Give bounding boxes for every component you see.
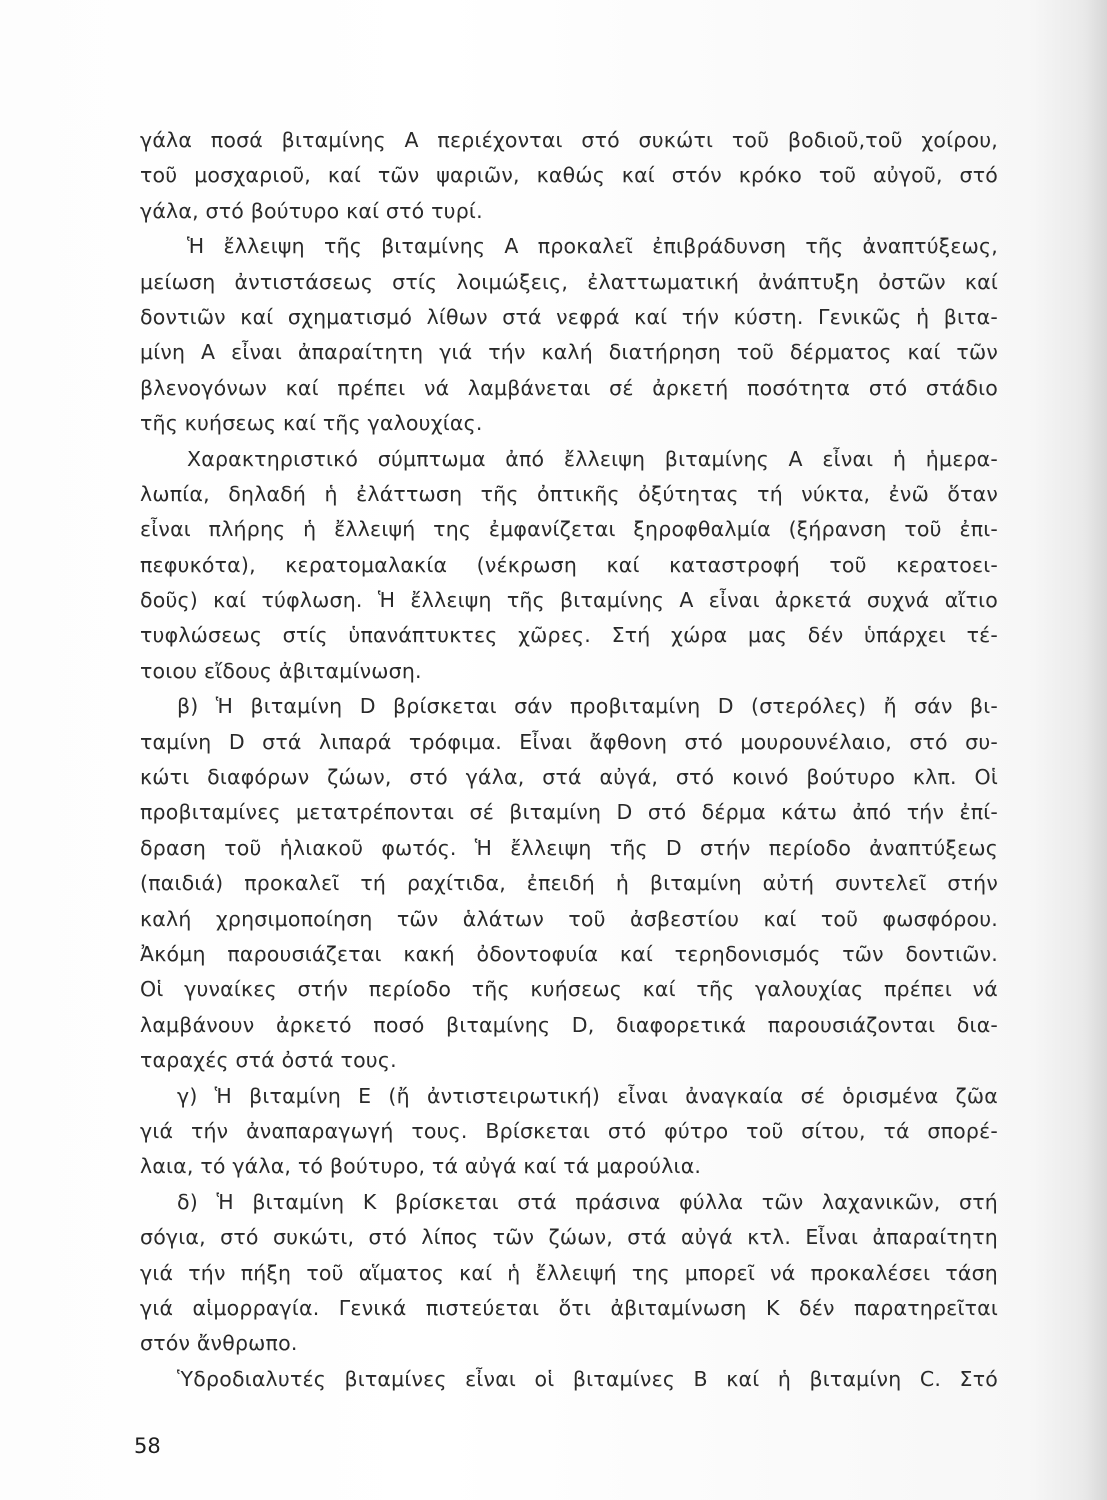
text-line-22: (παιδιά) προκαλεῖ τή ραχίτιδα, ἐπειδή ἡ βιταμίνη αὐτή συντελεῖ στήν (140, 871, 998, 896)
text-line-35: στόν ἄνθρωπο. (140, 1331, 298, 1356)
page-number: 58 (134, 1434, 161, 1458)
text-line-4: Ἡ ἔλλειψη τῆς βιταμίνης Α προκαλεῖ ἐπιβράδυνση τῆς ἀναπτύξεως, (187, 234, 998, 259)
page-edge-shadow (1085, 0, 1107, 1500)
text-line-5: μείωση ἀντιστάσεως στίς λοιμώξεις, ἐλαττωματική ἀνάπτυξη ὀστῶν καί (140, 269, 998, 294)
text-line-27: ταραχές στά ὀστά τους. (140, 1048, 397, 1073)
text-line-21: δραση τοῦ ἡλιακοῦ φωτός. Ἡ ἔλλειψη τῆς D στήν περίοδο ἀναπτύξεως (140, 835, 998, 860)
text-line-12: εἶναι πλήρης ἡ ἔλλειψή της ἐμφανίζεται ξηροφθαλμία (ξήρανση τοῦ ἐπι- (140, 517, 998, 542)
text-line-25: Οἱ γυναίκες στήν περίοδο τῆς κυήσεως καί τῆς γαλουχίας πρέπει νά (140, 977, 998, 1002)
text-line-34: γιά αἱμορραγία. Γενικά πιστεύεται ὅτι ἀβιταμίνωση Κ δέν παρατηρεῖται (140, 1295, 998, 1320)
text-line-11: λωπία, δηλαδή ἡ ἐλάττωση τῆς ὀπτικῆς ὀξύτητας τή νύκτα, ἐνῶ ὅταν (140, 481, 998, 506)
text-line-28: γ) Ἡ βιταμίνη Ε (ἤ ἀντιστειρωτική) εἶναι ἀναγκαία σέ ὁρισμένα ζῶα (177, 1083, 998, 1108)
text-line-13: πεφυκότα), κερατομαλακία (νέκρωση καί καταστροφή τοῦ κερατοει- (140, 552, 998, 577)
text-line-31: δ) Ἡ βιταμίνη Κ βρίσκεται στά πράσινα φύλλα τῶν λαχανικῶν, στή (177, 1189, 998, 1214)
text-line-36: Ὑδροδιαλυτές βιταμίνες εἶναι οἱ βιταμίνες Β καί ἡ βιταμίνη C. Στό (177, 1366, 998, 1391)
text-line-1: γάλα ποσά βιταμίνης Α περιέχονται στό συκώτι τοῦ βοδιοῦ,τοῦ χοίρου, (140, 128, 998, 152)
text-line-3: γάλα, στό βούτυρο καί στό τυρί. (140, 198, 483, 223)
text-line-14: δοῦς) καί τύφλωση. Ἡ ἔλλειψη τῆς βιταμίνης Α εἶναι ἀρκετά συχνά αἴτιο (140, 588, 998, 613)
text-line-8: βλενογόνων καί πρέπει νά λαμβάνεται σέ ἀρκετή ποσότητα στό στάδιο (140, 375, 998, 400)
text-line-10: Χαρακτηριστικό σύμπτωμα ἀπό ἔλλειψη βιταμίνης Α εἶναι ἡ ἡμερα- (187, 446, 998, 471)
text-line-9: τῆς κυήσεως καί τῆς γαλουχίας. (140, 411, 483, 436)
body-text (140, 123, 998, 1397)
text-line-32: σόγια, στό συκώτι, στό λίπος τῶν ζώων, στά αὐγά κτλ. Εἶναι ἀπαραίτητη (140, 1225, 998, 1250)
text-line-20: προβιταμίνες μετατρέπονται σέ βιταμίνη D στό δέρμα κάτω ἀπό τήν ἐπί- (140, 800, 998, 825)
text-line-6: δοντιῶν καί σχηματισμό λίθων στά νεφρά καί τήν κύστη. Γενικῶς ἡ βιτα- (140, 304, 998, 329)
text-line-29: γιά τήν ἀναπαραγωγή τους. Βρίσκεται στό φύτρο τοῦ σίτου, τά σπορέ- (140, 1118, 998, 1143)
text-line-17: β) Ἡ βιταμίνη D βρίσκεται σάν προβιταμίνη D (στερόλες) ἤ σάν βι- (177, 694, 998, 719)
text-line-18: ταμίνη D στά λιπαρά τρόφιμα. Εἶναι ἄφθονη στό μουρουνέλαιο, στό συ- (140, 729, 998, 754)
text-line-16: τοιου εἴδους ἀβιταμίνωση. (140, 658, 422, 683)
text-line-26: λαμβάνουν ἀρκετό ποσό βιταμίνης D, διαφορετικά παρουσιάζονται δια- (140, 1012, 998, 1037)
text-line-19: κώτι διαφόρων ζώων, στό γάλα, στά αὐγά, στό κοινό βούτυρο κλπ. Οἱ (140, 765, 998, 790)
text-line-2: τοῦ μοσχαριοῦ, καί τῶν ψαριῶν, καθώς καί στόν κρόκο τοῦ αὐγοῦ, στό (140, 163, 998, 188)
text-line-15: τυφλώσεως στίς ὑπανάπτυκτες χῶρες. Στή χώρα μας δέν ὑπάρχει τέ- (140, 623, 998, 648)
text-line-30: λαια, τό γάλα, τό βούτυρο, τά αὐγά καί τά μαρούλια. (140, 1154, 702, 1179)
text-line-33: γιά τήν πήξη τοῦ αἵματος καί ἡ ἔλλειψή της μπορεῖ νά προκαλέσει τάση (140, 1260, 998, 1285)
text-line-23: καλή χρησιμοποίηση τῶν ἁλάτων τοῦ ἀσβεστίου καί τοῦ φωσφόρου. (140, 906, 998, 931)
text-line-24: Ἀκόμη παρουσιάζεται κακή ὀδοντοφυία καί τερηδονισμός τῶν δοντιῶν. (140, 941, 998, 966)
text-line-7: μίνη Α εἶναι ἀπαραίτητη γιά τήν καλή διατήρηση τοῦ δέρματος καί τῶν (140, 340, 998, 365)
